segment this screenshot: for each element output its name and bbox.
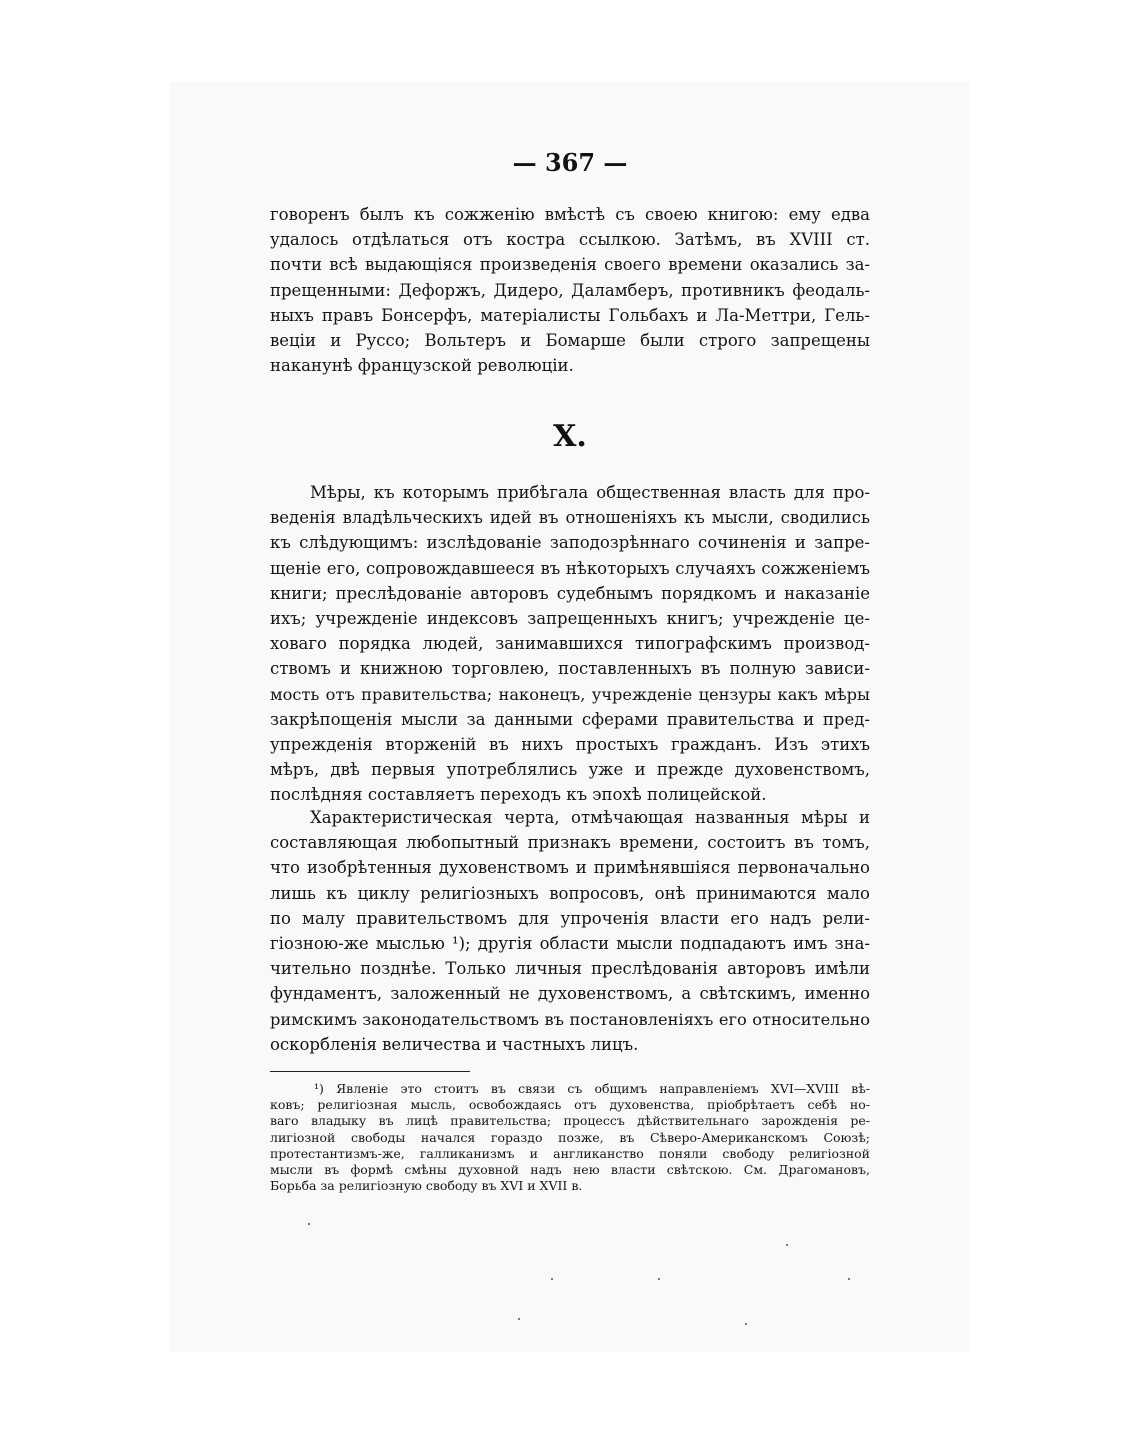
paragraph-1 xyxy=(270,480,870,807)
footnote-separator xyxy=(270,1071,470,1072)
footnote-line: ваго владыку въ лицѣ правительства; процессъ дѣйствительнаго зарожденія ре- xyxy=(270,1113,870,1129)
text-line: ныхъ правъ Бонсерфъ, матеріалисты Гольбахъ и Ла-Меттри, Гель- xyxy=(270,305,870,325)
text-line: мѣръ, двѣ первыя употреблялись уже и прежде духовенствомъ, xyxy=(270,760,870,780)
text-line: говоренъ былъ къ сожженію вмѣстѣ съ своею книгою: ему едва xyxy=(270,205,870,224)
scan-speck xyxy=(551,1278,553,1280)
section-title: X. xyxy=(553,419,587,454)
footnote-line: ¹) Явленіе это стоитъ въ связи съ общимъ направленіемъ XVI—XVIII вѣ- xyxy=(314,1081,870,1096)
text-line: къ слѣдующимъ: изслѣдованіе заподозрѣннаго сочиненія и запре- xyxy=(270,533,870,553)
text-line: удалось отдѣлаться отъ костра ссылкою. Затѣмъ, въ XVIII ст. xyxy=(270,230,870,250)
scan-speck xyxy=(848,1278,850,1280)
footnote-line: мысли въ формѣ смѣны духовной надъ нею власти свѣтскою. См. Драгомановъ, xyxy=(270,1161,870,1177)
text-line: чительно позднѣе. Только личныя преслѣдованія авторовъ имѣли xyxy=(270,959,870,979)
scan-speck xyxy=(518,1318,520,1320)
text-line: лишь къ циклу религіозныхъ вопросовъ, онѣ принимаются мало xyxy=(270,883,870,903)
text-line: гіозною-же мыслью ¹); другія области мысли подпадаютъ имъ зна- xyxy=(270,933,870,953)
text-line: оскорбленія величества и частныхъ лицъ. xyxy=(270,1034,639,1054)
text-line: фундаментъ, заложенный не духовенствомъ, а свѣтскимъ, именно xyxy=(270,984,870,1004)
text-line: Мѣры, къ которымъ прибѣгала общественная власть для про- xyxy=(310,483,870,502)
footnote-line: лигіозной свободы начался гораздо позже, въ Сѣверо-Американскомъ Союзѣ; xyxy=(270,1129,870,1145)
text-line: прещенными: Дефоржъ, Дидеро, Даламберъ, противникъ феодаль- xyxy=(270,280,870,300)
text-line: что изобрѣтенныя духовенствомъ и примѣнявшіяся первоначально xyxy=(270,858,870,878)
text-line: ихъ; учрежденіе индексовъ запрещенныхъ книгъ; учрежденіе це- xyxy=(270,608,870,628)
text-line: веденія владѣльческихъ идей въ отношеніяхъ къ мысли, сводились xyxy=(270,508,870,528)
text-line: ховаго порядка людей, занимавшихся типографскимъ производ- xyxy=(270,634,870,654)
scan-speck xyxy=(745,1323,747,1325)
text-line: ствомъ и книжною торговлею, поставленныхъ въ полную зависи- xyxy=(270,659,870,679)
footnote-line: Борьба за религіозную свободу въ XVI и XVII в. xyxy=(270,1178,583,1194)
text-line: по малу правительствомъ для упроченія власти его надъ рели- xyxy=(270,908,870,928)
page-number: — 367 — xyxy=(512,148,628,177)
paragraph-2 xyxy=(270,805,870,1057)
footnote-line: протестантизмъ-же, галликанизмъ и англиканство поняли свободу религіозной xyxy=(270,1145,870,1161)
footnote-line: ковъ; религіозная мысль, освобождаясь отъ духовенства, пріобрѣтаетъ себѣ но- xyxy=(270,1097,870,1113)
text-line: составляющая любопытный признакъ времени, состоитъ въ томъ, xyxy=(270,833,870,853)
text-line: упрежденія вторженій въ нихъ простыхъ гражданъ. Изъ этихъ xyxy=(270,734,870,754)
footnote xyxy=(270,1081,870,1194)
text-line: Характеристическая черта, отмѣчающая названныя мѣры и xyxy=(310,808,870,827)
text-line: римскимъ законодательствомъ въ постановленіяхъ его относительно xyxy=(270,1009,870,1029)
text-line: книги; преслѣдованіе авторовъ судебнымъ порядкомъ и наказаніе xyxy=(270,583,870,603)
scan-speck xyxy=(658,1278,660,1280)
scan-speck xyxy=(786,1244,788,1246)
text-line: мость отъ правительства; наконецъ, учрежденіе цензуры какъ мѣры xyxy=(270,684,870,704)
text-line: веціи и Руссо; Вольтеръ и Бомарше были строго запрещены xyxy=(270,330,870,350)
text-line: почти всѣ выдающіяся произведенія своего времени оказались за- xyxy=(270,255,870,275)
text-line: послѣдняя составляетъ переходъ къ эпохѣ полицейской. xyxy=(270,785,767,805)
continued-paragraph xyxy=(270,202,870,378)
scan-speck xyxy=(308,1223,310,1225)
text-line: наканунѣ французской революціи. xyxy=(270,356,574,376)
text-line: щеніе его, сопровождавшееся въ нѣкоторыхъ случаяхъ сожженіемъ xyxy=(270,558,870,578)
text-line: закрѣпощенія мысли за данными сферами правительства и пред- xyxy=(270,709,870,729)
